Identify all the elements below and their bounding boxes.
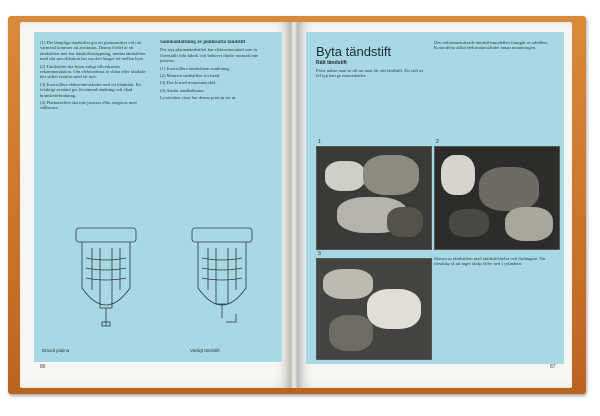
page-number-left: 86: [40, 364, 46, 370]
section-heading: Sammanfattning av platinsatta tändstift: [160, 40, 246, 45]
left-text-column-1: [40, 40, 152, 215]
paragraph: (4) Platinastiften ska inte justeras eller rengöras med stålborste.: [40, 100, 137, 111]
paragraph: Den rekommenderade tändstiftsmodellen framgår av tabellen. Kontrollera alltid elektrodavståndet innan monteringen.: [434, 40, 548, 51]
engine-photo-1: [316, 146, 432, 250]
spark-plug-diagram-standard: [182, 218, 262, 336]
engine-photo-3: [316, 258, 432, 360]
paragraph: (2) Tändstiftet ska bytas enligt tillverkarens rekommendation. Om elektroderna är slitna eller skadade bör stiftet ersättas med ett nytt.: [40, 63, 146, 80]
paragraph: Skruva ur tändstiften med tändstiftshylsa och förlängare. Var försiktig så att inget skräp faller ned i cylindern.: [434, 256, 546, 267]
photo-caption-text: [434, 256, 558, 356]
paragraph: (4) Anslut tändkablarna.: [160, 87, 205, 93]
paragraph: (1) Det lämpliga tändstiftet gör att platinastiftet vid rätt värmetal kommer att användas. Denna fördel är att tändstiften inte har tändstiftssläppning, medan tändstiften med rätt specifikation har mycket längre tid mellan byte.: [40, 40, 146, 62]
page-subtitle: Rätt tändstift: [316, 60, 347, 66]
right-column-text: [434, 40, 558, 142]
paragraph: Lysrörsken visar hur denna princip ser ut.: [160, 95, 237, 101]
left-text-column-2: [160, 40, 274, 165]
paragraph: (1) Kontrollera tändstiftens märkning.: [160, 65, 230, 71]
paragraph: Först måste man se till att man får rätt tändstift. Ett stift av fel typ kan ge motorskador.: [316, 68, 424, 79]
paragraph: (2) Montera tändstiften för hand.: [160, 73, 221, 79]
paragraph: (3) Kontrollera elektrodavståndet med ett bladmått. Ett felaktigt avstånd ger försämrad tändning och ökad bränsleförbrukning.: [40, 81, 141, 98]
page-title: Byta tändstift: [316, 44, 392, 59]
diagram-caption-platinum: Brandt platina: [42, 348, 70, 353]
photo-label-2: 2: [436, 139, 439, 145]
photo-label-1: 1: [318, 139, 321, 145]
book-spine: [291, 22, 297, 388]
spark-plug-diagram-platinum: [66, 218, 146, 336]
photo-label-3: 3: [318, 251, 321, 257]
paragraph: Det nya platinatändstiftet har elektrodavstånd som är förinställt från fabrik och behöver därför normalt inte justeras.: [160, 47, 259, 64]
page-number-right: 87: [550, 364, 556, 370]
paragraph: (3) Dra åt med momentnyckel.: [160, 80, 217, 86]
right-intro-text: [316, 68, 428, 142]
diagram-caption-standard: Vanligt tändstift: [190, 348, 220, 353]
engine-photo-2: [434, 146, 560, 250]
